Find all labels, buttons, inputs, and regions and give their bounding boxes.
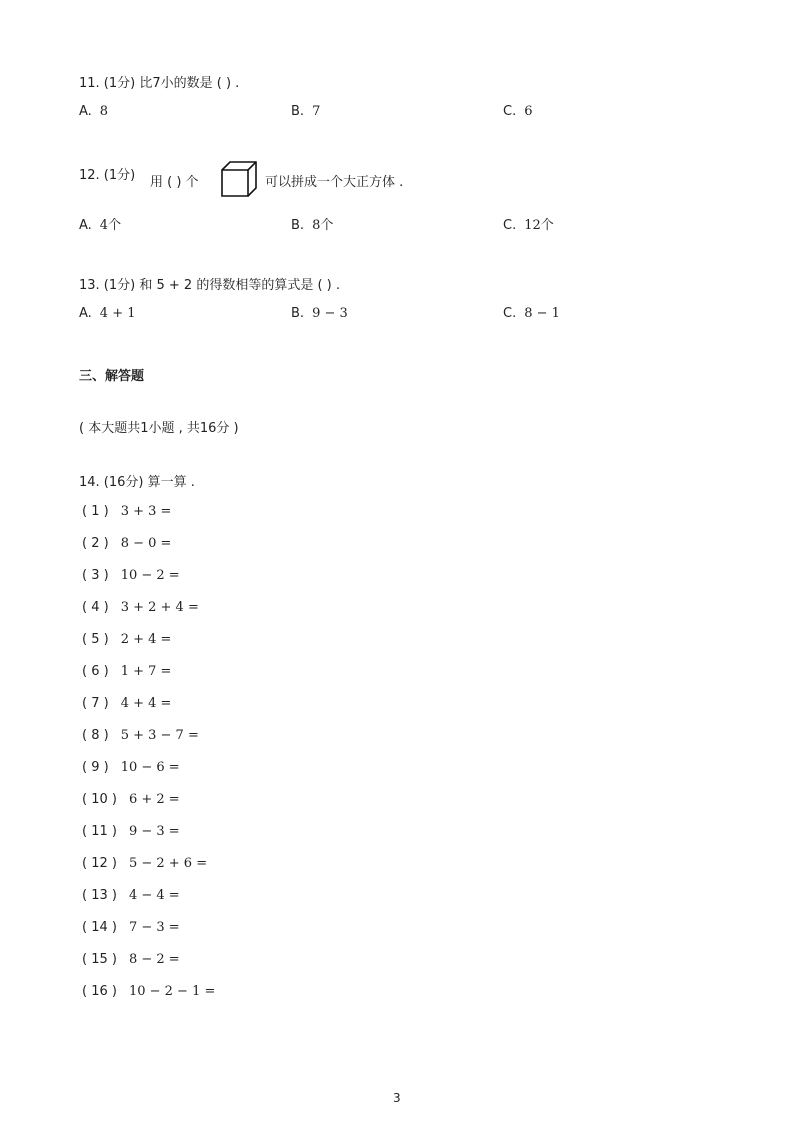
- option-label: A.: [79, 104, 92, 119]
- option-value: 8 − 1: [524, 306, 560, 321]
- calculation-item: [82, 824, 180, 839]
- item-number: ( 14 ): [82, 920, 117, 935]
- calculation-item: [82, 728, 199, 743]
- item-expression: 10 − 6 =: [120, 760, 180, 775]
- option-value: 6: [524, 104, 533, 119]
- question-12-stem-mid: 用 ( ) 个: [150, 175, 199, 190]
- item-expression: 10 − 2 − 1 =: [128, 984, 216, 999]
- section-title: 三、解答题: [79, 369, 145, 384]
- q11-option-c: [503, 104, 533, 119]
- item-expression: 10 − 2 =: [120, 568, 180, 583]
- item-number: ( 10 ): [82, 792, 117, 807]
- question-12-stem-suffix: 可以拼成一个大正方体 .: [265, 175, 404, 190]
- calculation-item: [82, 536, 171, 551]
- cube-icon: [220, 160, 258, 198]
- item-number: ( 4 ): [82, 600, 109, 615]
- item-expression: 4 + 4 =: [120, 696, 172, 711]
- item-number: ( 7 ): [82, 696, 109, 711]
- q13-option-a: [79, 306, 136, 321]
- option-label: B.: [291, 306, 305, 321]
- question-14-stem: 14. (16分) 算一算 .: [79, 475, 195, 490]
- question-13-stem: 13. (1分) 和 5 + 2 的得数相等的算式是 ( ) .: [79, 278, 340, 293]
- item-number: ( 8 ): [82, 728, 109, 743]
- item-expression: 3 + 2 + 4 =: [120, 600, 199, 615]
- item-expression: 3 + 3 =: [120, 504, 172, 519]
- calculation-item: [82, 856, 207, 871]
- item-number: ( 13 ): [82, 888, 117, 903]
- item-expression: 5 + 3 − 7 =: [120, 728, 199, 743]
- option-value: 7: [312, 104, 321, 119]
- question-11-stem: 11. (1分) 比7小的数是 ( ) .: [79, 76, 240, 91]
- calculation-item: [82, 664, 171, 679]
- question-12-number: 12. (1分): [79, 168, 136, 183]
- calculation-item: [82, 920, 180, 935]
- section-note: ( 本大题共1小题 , 共16分 ): [79, 421, 239, 436]
- item-number: ( 2 ): [82, 536, 109, 551]
- option-label: B.: [291, 218, 305, 233]
- page-number: 3: [393, 1091, 401, 1105]
- item-number: ( 12 ): [82, 856, 117, 871]
- item-number: ( 1 ): [82, 504, 109, 519]
- option-value: 9 − 3: [312, 306, 348, 321]
- item-expression: 4 − 4 =: [128, 888, 180, 903]
- calculation-item: [82, 888, 180, 903]
- option-label: C.: [503, 306, 517, 321]
- calculation-item: [82, 984, 215, 999]
- option-label: C.: [503, 218, 517, 233]
- calculation-item: [82, 504, 171, 519]
- q11-option-b: [291, 104, 320, 119]
- option-label: A.: [79, 218, 92, 233]
- calculation-item: [82, 696, 171, 711]
- calculation-item: [82, 760, 180, 775]
- option-value: 8个: [312, 218, 334, 233]
- item-number: ( 11 ): [82, 824, 117, 839]
- q12-option-b: [291, 214, 333, 233]
- q11-option-a: [79, 104, 108, 119]
- q12-option-c: [503, 214, 554, 233]
- item-expression: 7 − 3 =: [128, 920, 180, 935]
- item-expression: 5 − 2 + 6 =: [128, 856, 208, 871]
- option-label: A.: [79, 306, 92, 321]
- option-value: 4个: [99, 218, 122, 233]
- item-expression: 6 + 2 =: [128, 792, 180, 807]
- item-expression: 2 + 4 =: [120, 632, 172, 647]
- item-number: ( 9 ): [82, 760, 109, 775]
- item-number: ( 15 ): [82, 952, 117, 967]
- item-expression: 1 + 7 =: [120, 664, 172, 679]
- option-value: 12个: [524, 218, 554, 233]
- calculation-item: [82, 568, 180, 583]
- q13-option-b: [291, 306, 348, 321]
- item-number: ( 6 ): [82, 664, 109, 679]
- option-value: 4 + 1: [99, 306, 136, 321]
- calculation-item: [82, 792, 180, 807]
- option-label: B.: [291, 104, 305, 119]
- option-label: C.: [503, 104, 517, 119]
- q12-option-a: [79, 214, 121, 233]
- item-expression: 8 − 2 =: [128, 952, 180, 967]
- item-number: ( 5 ): [82, 632, 109, 647]
- option-value: 8: [99, 104, 109, 119]
- item-expression: 9 − 3 =: [128, 824, 180, 839]
- calculation-item: [82, 632, 171, 647]
- item-expression: 8 − 0 =: [120, 536, 172, 551]
- calculation-item: [82, 600, 199, 615]
- item-number: ( 16 ): [82, 984, 117, 999]
- q13-option-c: [503, 306, 560, 321]
- calculation-item: [82, 952, 180, 967]
- item-number: ( 3 ): [82, 568, 109, 583]
